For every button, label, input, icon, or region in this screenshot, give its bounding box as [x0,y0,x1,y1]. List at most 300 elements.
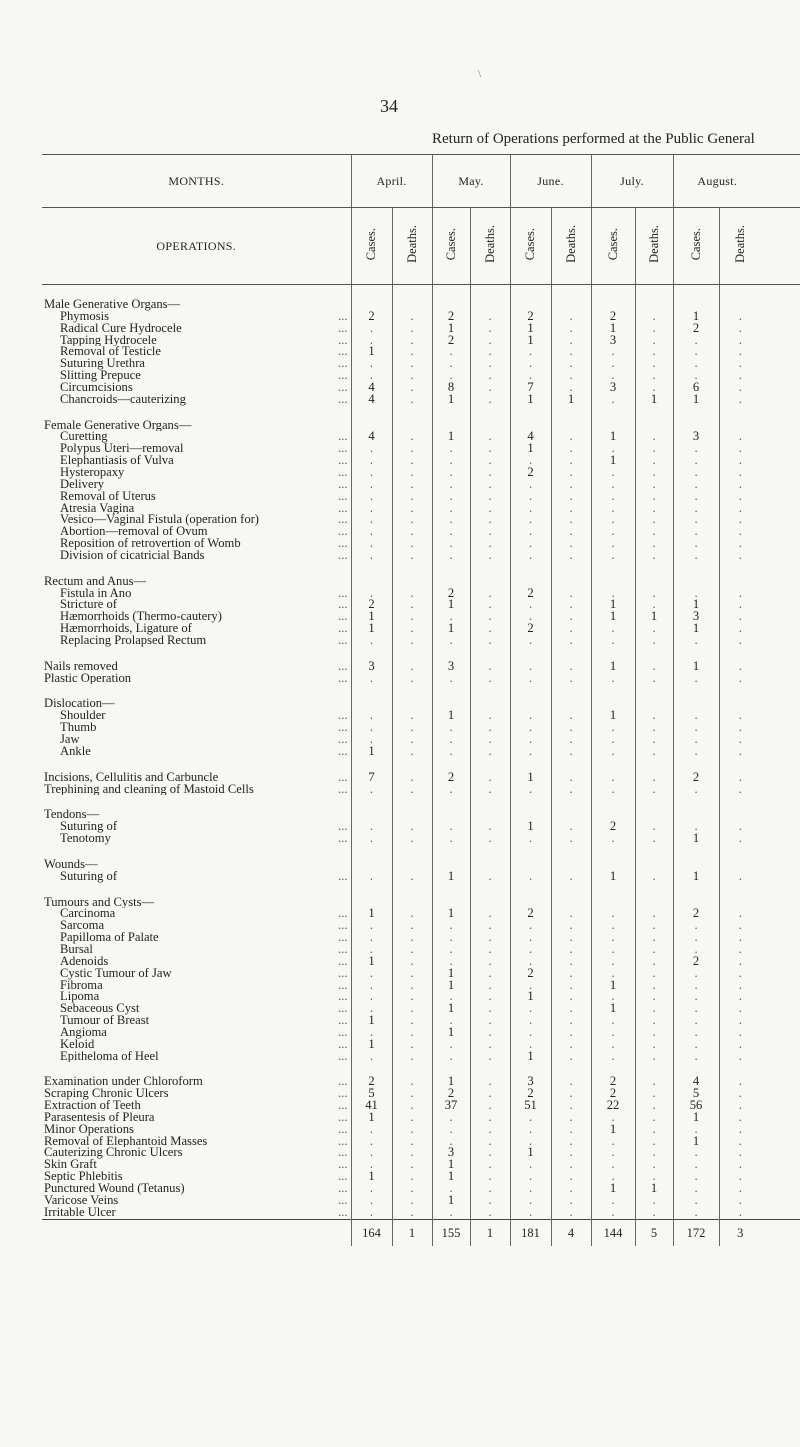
operation-row [42,1100,800,1112]
cases-blank: . [591,394,635,406]
deaths-blank: . [470,599,510,611]
margin-cell [761,956,800,968]
deaths-blank: . [392,335,432,347]
deaths-blank: . [392,661,432,673]
cases-blank: . [591,1051,635,1063]
deaths-blank: . [719,311,761,323]
empty-cell [351,845,392,859]
margin-cell [761,932,800,944]
empty-cell [510,758,551,772]
deaths-blank: . [392,1015,432,1027]
empty-cell [635,299,673,311]
empty-cell [392,845,432,859]
leader-dots: ... [338,771,348,784]
leader-dots: ... [338,443,348,456]
margin-cell [761,980,800,992]
deaths-blank: . [635,491,673,503]
deaths-blank: . [392,503,432,515]
deaths-blank: . [392,710,432,722]
cases-blank: . [673,920,719,932]
deaths-blank: . [719,673,761,685]
operation-label: Removal of Elephantoid Masses [44,1135,208,1148]
deaths-blank: . [719,772,761,784]
cases-blank: . [673,479,719,491]
deaths-blank: . [635,871,673,883]
deaths-blank: . [635,1112,673,1124]
page-title: Return of Operations performed at the Public General [432,131,755,147]
deaths-blank: . [470,455,510,467]
leader-dots: ... [338,599,348,612]
empty-cell [591,897,635,909]
cases-blank: . [510,784,551,796]
deaths-value: 1 [635,394,673,406]
margin-cell [761,431,800,443]
empty-cell [635,420,673,432]
cases-value: 1 [351,623,392,635]
deaths-blank: . [719,1124,761,1136]
empty-cell [673,684,719,698]
cases-blank: . [673,346,719,358]
operation-label: Bursal [60,943,93,956]
spacer-cell [42,883,351,897]
deaths-blank: . [392,1124,432,1136]
empty-cell [635,859,673,871]
cases-value: 1 [351,746,392,758]
deaths-blank: . [551,772,591,784]
deaths-blank: . [470,920,510,932]
deaths-blank: . [635,455,673,467]
deaths-blank: . [551,722,591,734]
deaths-blank: . [392,821,432,833]
deaths-blank: . [392,382,432,394]
empty-cell [591,647,635,661]
deaths-blank: . [551,370,591,382]
margin-cell [761,845,800,859]
cases-blank: . [351,980,392,992]
margin-cell [761,758,800,772]
deaths-blank: . [551,1147,591,1159]
cases-blank: . [510,1015,551,1027]
cases-blank: . [591,1159,635,1171]
cases-blank: . [673,1207,719,1219]
operation-row [42,1183,800,1195]
leader-dots: ... [338,611,348,624]
cases-value: 1 [591,1124,635,1136]
operation-label: Varicose Veins [44,1194,119,1207]
deaths-column-header [719,208,761,285]
empty-cell [551,1062,591,1076]
cases-value: 2 [591,821,635,833]
operation-row [42,358,800,370]
deaths-blank: . [719,1147,761,1159]
cases-value: 4 [510,431,551,443]
empty-cell [470,562,510,576]
cases-blank: . [510,1159,551,1171]
cases-value: 1 [673,1136,719,1148]
leader-dots: ... [338,381,348,394]
leader-dots: ... [338,502,348,515]
leader-dots: ... [338,1076,348,1089]
deaths-blank: . [392,538,432,550]
cases-value: 7 [510,382,551,394]
leader-dots: ... [338,455,348,467]
cases-value: 1 [673,311,719,323]
deaths-blank: . [635,710,673,722]
empty-cell [591,285,635,300]
empty-cell [392,758,432,772]
cases-value: 3 [591,335,635,347]
leader-dots: ... [338,1183,348,1195]
cases-header-label: Cases. [605,227,620,261]
deaths-blank: . [470,394,510,406]
deaths-blank: . [551,1100,591,1112]
deaths-blank: . [635,772,673,784]
margin-cell [761,562,800,576]
operation-row [42,1171,800,1183]
cases-value: 2 [510,1088,551,1100]
margin-cell [761,394,800,406]
operation-label: Plastic Operation [44,672,132,685]
cases-blank: . [432,944,470,956]
margin-cell [761,871,800,883]
cases-blank: . [351,1136,392,1148]
cases-blank: . [591,635,635,647]
section-title-row [42,859,800,871]
cases-header-label: Cases. [364,227,378,261]
operation-label: Incisions, Cellulitis and Carbuncle [44,771,219,784]
empty-cell [351,1062,392,1076]
cases-blank: . [351,635,392,647]
operation-row [42,871,800,883]
operation-row [42,514,800,526]
section-title: Male Generative Organs— [44,299,181,311]
deaths-blank: . [551,311,591,323]
deaths-blank: . [635,746,673,758]
deaths-blank: . [551,871,591,883]
page-number: 34 [380,96,398,116]
empty-cell [470,809,510,821]
empty-cell [351,809,392,821]
deaths-blank: . [719,1112,761,1124]
cases-blank: . [432,722,470,734]
deaths-blank: . [470,956,510,968]
operation-label: Examination under Chloroform [44,1076,203,1089]
cases-value: 1 [432,1171,470,1183]
deaths-blank: . [635,821,673,833]
deaths-blank: . [635,514,673,526]
cases-blank: . [351,335,392,347]
empty-cell [719,285,761,300]
leader-dots: ... [338,908,348,921]
deaths-blank: . [719,1088,761,1100]
cases-value: 1 [432,1159,470,1171]
empty-cell [470,1062,510,1076]
leader-dots: ... [338,549,348,562]
operation-row [42,1076,800,1088]
cases-blank: . [673,673,719,685]
empty-cell [432,698,470,710]
empty-cell [392,576,432,588]
cases-value: 3 [432,661,470,673]
deaths-blank: . [470,1124,510,1136]
deaths-blank: . [635,734,673,746]
cases-value: 1 [432,431,470,443]
empty-cell [673,698,719,710]
empty-cell [392,809,432,821]
empty-cell [470,406,510,420]
deaths-blank: . [392,673,432,685]
margin-cell [761,346,800,358]
deaths-blank: . [551,538,591,550]
cases-blank: . [432,503,470,515]
margin-cell [761,576,800,588]
cases-blank: . [673,1003,719,1015]
operation-row [42,980,800,992]
cases-value: 1 [673,871,719,883]
deaths-blank: . [551,443,591,455]
section-title: Tumours and Cysts— [44,896,155,909]
margin-cell [761,370,800,382]
cases-value: 6 [673,382,719,394]
section-title-row [42,576,800,588]
empty-cell [673,758,719,772]
cases-blank: . [351,538,392,550]
spacer-cell [42,1062,351,1076]
empty-cell [635,883,673,897]
operation-row [42,1015,800,1027]
margin-cell [761,1171,800,1183]
deaths-blank: . [551,382,591,394]
cases-value: 2 [673,956,719,968]
deaths-blank: . [719,394,761,406]
cases-total: 155 [432,1219,470,1246]
cases-total: 181 [510,1219,551,1246]
cases-value: 1 [510,772,551,784]
deaths-blank: . [392,1076,432,1088]
deaths-blank: . [551,1136,591,1148]
operation-row [42,335,800,347]
empty-cell [635,698,673,710]
deaths-blank: . [470,1207,510,1219]
margin-cell [761,1039,800,1051]
cases-blank: . [351,932,392,944]
leader-dots: ... [338,1159,348,1172]
operation-label: Lipoma [60,991,100,1004]
cases-value: 2 [591,1088,635,1100]
margin-cell [761,897,800,909]
margin-cell [761,1207,800,1219]
deaths-blank: . [470,821,510,833]
cases-value: 1 [432,1027,470,1039]
deaths-header-label: Deaths. [482,225,497,263]
cases-value: 3 [351,661,392,673]
deaths-blank: . [719,980,761,992]
deaths-blank: . [551,1112,591,1124]
leader-dots: ... [338,393,348,406]
cases-value: 2 [510,623,551,635]
deaths-blank: . [635,968,673,980]
operation-row [42,1039,800,1051]
deaths-blank: . [470,1003,510,1015]
deaths-blank: . [635,1195,673,1207]
cases-blank: . [673,588,719,600]
empty-cell [510,406,551,420]
months-header-row [42,155,800,208]
deaths-blank: . [719,1003,761,1015]
cases-blank: . [591,968,635,980]
cases-blank: . [432,635,470,647]
cases-blank: . [510,661,551,673]
operation-label: Suturing Urethra [60,358,145,371]
deaths-blank: . [392,599,432,611]
deaths-blank: . [551,623,591,635]
cases-blank: . [510,491,551,503]
leader-dots: ... [338,634,348,647]
deaths-blank: . [635,784,673,796]
deaths-blank: . [719,479,761,491]
deaths-blank: . [635,431,673,443]
cases-value: 1 [510,323,551,335]
deaths-blank: . [551,1003,591,1015]
empty-cell [551,562,591,576]
deaths-blank: . [719,1183,761,1195]
cases-header-label: Cases. [688,227,703,261]
operation-label: Irritable Ulcer [44,1206,116,1219]
deaths-blank: . [719,1159,761,1171]
margin-cell [761,588,800,600]
cases-value: 1 [432,710,470,722]
empty-cell [591,562,635,576]
empty-cell [551,285,591,300]
empty-cell [510,562,551,576]
deaths-blank: . [551,491,591,503]
margin-cell [761,550,800,562]
cases-blank: . [591,479,635,491]
cases-value: 1 [432,623,470,635]
deaths-blank: . [551,1039,591,1051]
deaths-blank: . [470,479,510,491]
empty-cell [551,406,591,420]
operation-label: Hæmorrhoids, Ligature of [60,623,192,635]
leader-dots: ... [338,1038,348,1051]
deaths-blank: . [719,358,761,370]
operation-label: Removal of Uterus [60,490,156,503]
empty-cell [432,897,470,909]
operations-table [42,154,800,1246]
cases-blank: . [432,833,470,845]
cases-blank: . [432,821,470,833]
deaths-blank: . [551,1015,591,1027]
operation-row [42,611,800,623]
cases-blank: . [591,623,635,635]
deaths-blank: . [470,673,510,685]
deaths-blank: . [392,1171,432,1183]
section-title-row [42,299,800,311]
cases-blank: . [673,335,719,347]
empty-cell [635,684,673,698]
leader-dots: ... [338,710,348,723]
cases-blank: . [673,358,719,370]
spacer-cell [42,406,351,420]
deaths-blank: . [392,784,432,796]
deaths-blank: . [719,455,761,467]
margin-cell [761,623,800,635]
operation-row [42,991,800,1003]
cases-value: 1 [673,661,719,673]
deaths-blank: . [635,358,673,370]
operation-row [42,431,800,443]
operation-row [42,599,800,611]
section-title: Wounds— [44,858,98,871]
margin-cell [761,1195,800,1207]
cases-blank: . [591,503,635,515]
cases-blank: . [351,1195,392,1207]
deaths-blank: . [470,1027,510,1039]
deaths-blank: . [719,526,761,538]
deaths-blank: . [635,526,673,538]
cases-blank: . [510,746,551,758]
empty-cell [470,758,510,772]
cases-blank: . [591,526,635,538]
deaths-blank: . [551,1124,591,1136]
cases-value: 3 [673,431,719,443]
deaths-blank: . [719,623,761,635]
deaths-blank: . [551,1076,591,1088]
operation-row [42,968,800,980]
operation-label: Suturing of [60,870,118,883]
cases-blank: . [591,1136,635,1148]
cases-blank: . [591,538,635,550]
operation-row [42,1003,800,1015]
deaths-blank: . [719,932,761,944]
cases-blank: . [351,514,392,526]
empty-cell [470,845,510,859]
deaths-blank: . [551,358,591,370]
margin-cell [761,859,800,871]
operation-row [42,538,800,550]
deaths-blank: . [392,968,432,980]
deaths-blank: . [470,746,510,758]
operation-label: Cauterizing Chronic Ulcers [44,1147,183,1160]
operation-row [42,503,800,515]
empty-cell [510,859,551,871]
margin-cell [761,795,800,809]
deaths-blank: . [392,1039,432,1051]
empty-cell [635,562,673,576]
section-spacer [42,562,800,576]
deaths-blank: . [719,370,761,382]
deaths-blank: . [470,382,510,394]
cases-blank: . [432,526,470,538]
empty-cell [719,845,761,859]
leader-dots: ... [338,1111,348,1124]
deaths-blank: . [719,1195,761,1207]
operation-row [42,932,800,944]
operation-label: Curetting [60,431,108,444]
cases-value: 2 [510,467,551,479]
operation-row [42,346,800,358]
deaths-blank: . [392,588,432,600]
cases-blank: . [432,346,470,358]
cases-value: 1 [591,871,635,883]
deaths-blank: . [551,661,591,673]
cases-blank: . [591,514,635,526]
empty-cell [719,859,761,871]
operation-label: Septic Phlebitis [44,1171,123,1183]
deaths-blank: . [551,1027,591,1039]
deaths-blank: . [719,1100,761,1112]
deaths-blank: . [551,588,591,600]
